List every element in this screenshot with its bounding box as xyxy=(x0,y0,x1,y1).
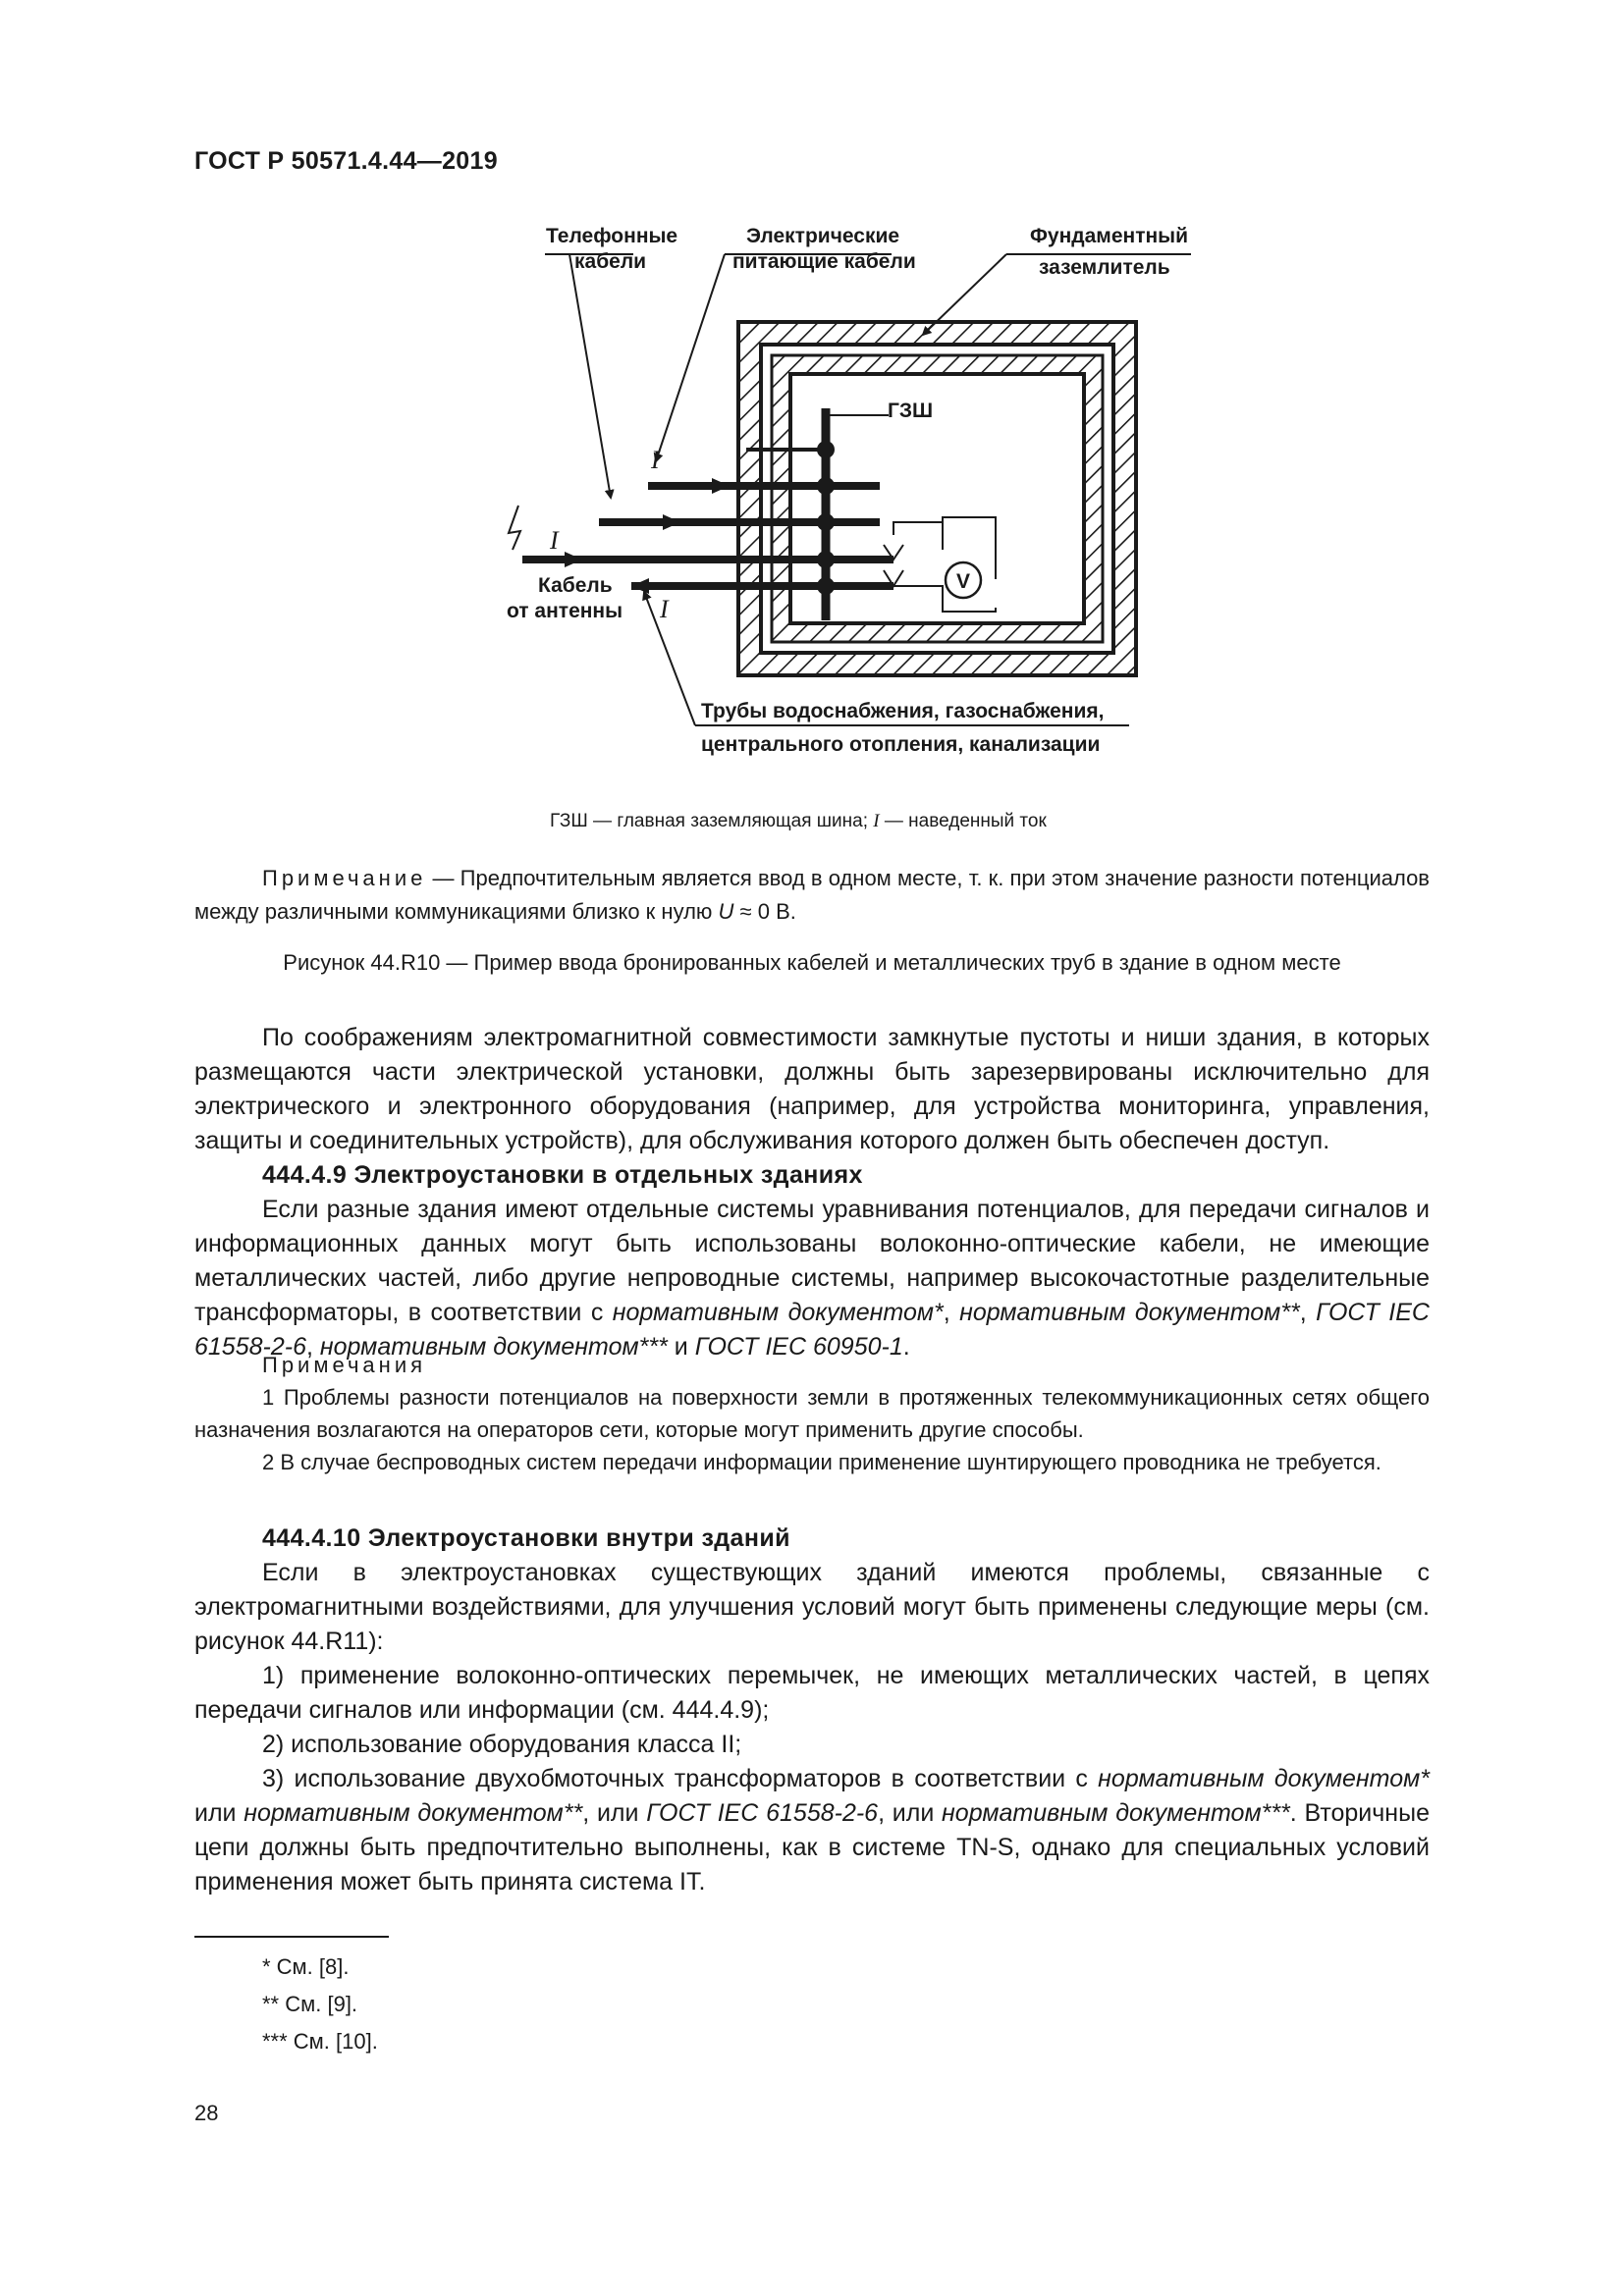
section-heading-444-4-9: 444.4.9 Электроустановки в отдельных зданиях xyxy=(262,1161,863,1189)
figure-legend: ГЗШ — главная заземляющая шина; I — наведенный ток xyxy=(550,811,1047,831)
power-cables-label-line1: Электрические xyxy=(746,225,900,247)
footnote-2: ** См. [9]. xyxy=(262,1992,358,2016)
footnote-divider xyxy=(194,1936,389,1938)
pipes-label-line2: центрального отопления, канализации xyxy=(701,733,1101,756)
foundation-electrode-label-line1: Фундаментный xyxy=(1030,225,1189,247)
standard-code-header: ГОСТ Р 50571.4.44—2019 xyxy=(194,147,498,175)
current-label-pipes: I xyxy=(660,595,669,623)
pipes-label-line1: Трубы водоснабжения, газоснабжения, xyxy=(701,700,1105,722)
phone-cables-label-line2: кабели xyxy=(574,250,647,273)
foundation-electrode-frame xyxy=(738,322,1136,675)
lightning-icon xyxy=(509,506,520,550)
notes-444-4-9 xyxy=(194,1349,1430,1478)
section-444-4-10 xyxy=(194,1522,1430,1899)
list-item-3: 3) использование двухобмоточных трансформаторов в соответствии с нормативным документом* или нормативным документом**, или ГОСТ IEC 61558-2-6, или нормативным документом***. Вторичные цепи должны быть предпочтительно выполнены, как в системе TN-S, однако для специальных условий применения может быть принята система IT. xyxy=(194,1765,1430,1896)
phone-cables-label-line1: Телефонные xyxy=(546,225,678,247)
diagram-svg xyxy=(491,221,1198,790)
footnotes xyxy=(262,1949,378,2060)
footnote-1: * См. [8]. xyxy=(262,1954,350,1979)
page-number: 28 xyxy=(194,2101,219,2125)
note-2: 2 В случае беспроводных систем передачи информации применение шунтирующего проводника не требуется. xyxy=(262,1450,1381,1474)
paragraph-separate-buildings: Если разные здания имеют отдельные системы уравнивания потенциалов, для передачи сигналов и информационных данных могут быть использованы волоконно-оптические кабели, не имеющие металлических частей, либо другие непроводные системы, например высокочастотные разделительные трансформаторы, в соответствии с нормативным документом*, нормативным документом**, ГОСТ IEC 61558-2-6, нормативным документом*** и ГОСТ IEC 60950-1. xyxy=(194,1196,1430,1361)
section-heading-444-4-10: 444.4.10 Электроустановки внутри зданий xyxy=(262,1524,790,1552)
list-item-1: 1) применение волоконно-оптических перемычек, не имеющих металлических частей, в цепях передачи сигналов или информации (см. 444.4.9); xyxy=(194,1662,1430,1724)
paragraph-intro: Если в электроустановках существующих зданий имеются проблемы, связанные с электромагнитными воздействиями, для улучшения условий могут быть применены следующие меры (см. рисунок 44.R11): xyxy=(194,1559,1430,1655)
current-label-antenna: I xyxy=(550,526,559,555)
figure-note: Примечание — Предпочтительным является ввод в одном месте, т. к. при этом значение разности потенциалов между различными коммуникациями близко к нулю U ≈ 0 В. xyxy=(194,866,1430,924)
paragraph-emc: По соображениям электромагнитной совместимости замкнутые пустоты и ниши здания, в которых размещаются части электрической установки, должны быть зарезервированы исключительно для электрического и электронного оборудования (например, для устройства мониторинга, управления, защиты и соединительных устройств), для обслуживания которого должен быть обеспечен доступ. xyxy=(194,1024,1430,1154)
voltmeter-symbol: V xyxy=(956,570,971,593)
list-item-2: 2) использование оборудования класса II; xyxy=(262,1731,742,1758)
current-label-phone: I xyxy=(651,446,660,474)
main-text xyxy=(194,1021,1430,1364)
note-1: 1 Проблемы разности потенциалов на поверхности земли в протяженных телекоммуникационных сетях общего назначения возлагаются на операторов сети, которые могут применить другие способы. xyxy=(194,1385,1430,1442)
gzsh-label: ГЗШ xyxy=(888,400,934,422)
footnote-3: *** См. [10]. xyxy=(262,2029,378,2054)
antenna-cable-label-line2: от антенны xyxy=(507,600,623,622)
foundation-electrode-label-line2: заземлитель xyxy=(1039,256,1170,279)
power-cables-label-line2: питающие кабели xyxy=(732,250,916,273)
note-label: Примечание xyxy=(262,866,427,890)
antenna-cable-label-line1: Кабель xyxy=(538,574,613,597)
figure-cable-entry-diagram xyxy=(491,221,1198,790)
figure-caption: Рисунок 44.R10 — Пример ввода бронированных кабелей и металлических труб в здание в одном месте xyxy=(283,950,1341,975)
notes-title: Примечания xyxy=(262,1353,427,1377)
